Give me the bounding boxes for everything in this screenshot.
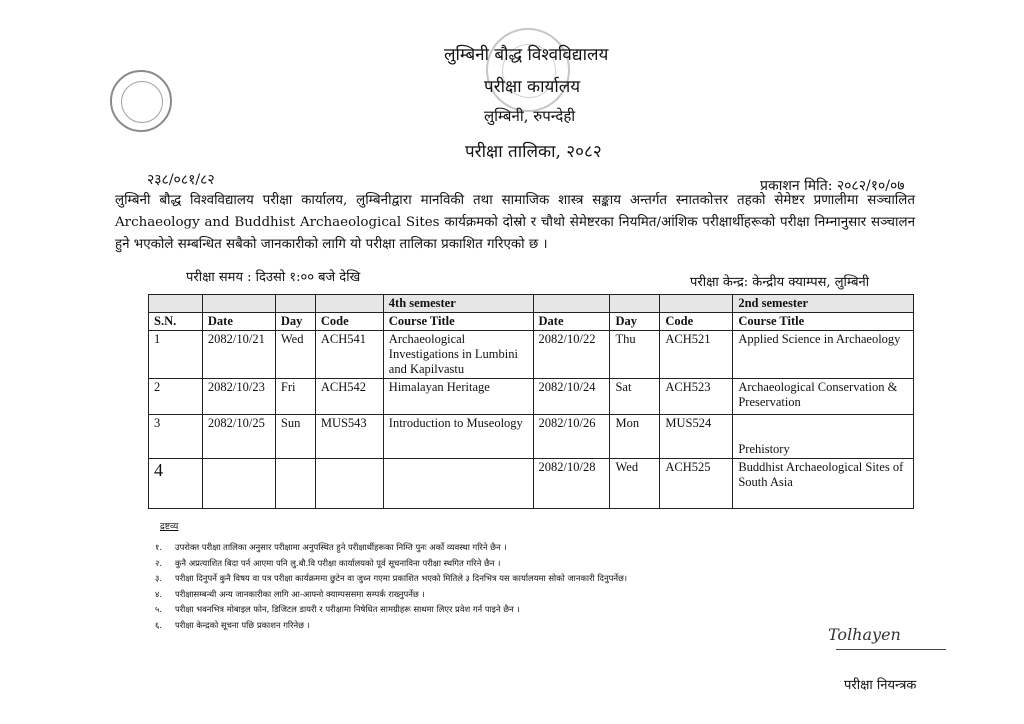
university-seal-icon (110, 70, 172, 132)
col-date-4: Date (202, 313, 275, 331)
semester-header-row (149, 295, 914, 313)
document-title: परीक्षा तालिका, २०८२ (465, 142, 602, 162)
signature-line (836, 649, 946, 650)
col-title-4: Course Title (383, 313, 533, 331)
list-item: २. कुनै अप्रत्याशित बिदा पर्न आएमा पनि लु.बौ.वि परीक्षा कार्यालयको पूर्व सूचनाविना परीक्षा स्थगित गरिने छैन । (155, 557, 501, 568)
office-location: लुम्बिनी, रुपन्देही (484, 107, 576, 125)
list-item: ५. परीक्षा भवनभित्र मोबाइल फोन, डिजिटल डायरी र परीक्षामा निषेधित सामग्रीहरू साथमा लिएर प्रवेश गर्न पाइने छैन । (155, 604, 520, 614)
semester-4-label: 4th semester (383, 295, 533, 313)
notes-list (155, 540, 855, 633)
col-title-2: Course Title (733, 313, 914, 331)
exam-time: परीक्षा समय : दिउसो १:०० बजे देखि (186, 270, 361, 285)
list-item: १. उपरोक्त परीक्षा तालिका अनुसार परीक्षामा अनुपस्थित हुने परीक्षार्थीहरूका निम्ति पुनः अर्को व्यवस्था गरिने छैन । (155, 542, 507, 552)
office-stamp-icon (486, 28, 570, 112)
col-code-2: Code (660, 313, 733, 331)
col-day-4: Day (275, 313, 315, 331)
signature: Tolhayen (828, 625, 901, 644)
list-item: ६. परीक्षा केन्द्रको सूचना पछि प्रकाशन गरिनेछ । (155, 619, 310, 630)
list-item: ३. परीक्षा दिनुपर्ने कुनै विषय वा पत्र परीक्षा कार्यक्रममा छुटेन वा जुध्न गएमा प्रकाशित भएको मितिले ३ दिनभित्र यस कार्यालयमा सोको जानकारी दिनुपर्नेछ। (155, 573, 628, 583)
signatory-title: परीक्षा नियन्त्रक (844, 678, 917, 693)
table-row: 1 2082/10/21 Wed ACH541 Archaeological Investigations in Lumbini and Kapilvastu 2082/10/22 Thu ACH521 Applied Science in Archaeology (149, 331, 914, 379)
office-name: परीक्षा कार्यालय (484, 77, 581, 97)
column-header-row (149, 313, 914, 331)
col-sn: S.N. (149, 313, 203, 331)
intro-paragraph: लुम्बिनी बौद्ध विश्वविद्यालय परीक्षा कार्यालय, लुम्बिनीद्वारा मानविकी तथा सामाजिक शास्त्र सङ्काय अन्तर्गत स्नातकोत्तर तहको सेमेष्टर प्रणालीमा सञ्चालित Archaeology and Buddhist Archaeological Sites कार्यक्रमको दोस्रो र चौथो सेमेष्टरका नियमित/आंशिक परीक्षार्थीहरूको परीक्षा निम्नानुसार सञ्चालन हुने भएकोले सम्बन्धित सबैको जानकारीको लागि यो परीक्षा तालिका प्रकाशित गरिएको छ । (115, 193, 915, 252)
table-row: 4 2082/10/28 Wed ACH525 Buddhist Archaeological Sites of South Asia (149, 459, 914, 509)
reference-number: २३८/०८१/८२ (147, 172, 215, 188)
notes-heading: द्रष्टव्य (160, 522, 179, 532)
table-row: 3 2082/10/25 Sun MUS543 Introduction to Museology 2082/10/26 Mon MUS524 Prehistory (149, 415, 914, 459)
list-item: ४. परीक्षासम्बन्धी अन्य जानकारीका लागि आ-आफ्नो क्याम्पससमा सम्पर्क राख्नुपर्नेछ । (155, 588, 425, 599)
exam-center: परीक्षा केन्द्र: केन्द्रीय क्याम्पस, लुम्बिनी (690, 275, 870, 290)
publish-date: प्रकाशन मिति: २०८२/१०/०७ (760, 178, 905, 194)
col-date-2: Date (533, 313, 610, 331)
col-day-2: Day (610, 313, 660, 331)
university-name: लुम्बिनी बौद्ध विश्वविद्यालय (444, 45, 609, 65)
exam-schedule-table (148, 294, 914, 509)
semester-2-label: 2nd semester (733, 295, 914, 313)
col-code-4: Code (315, 313, 383, 331)
table-row: 2 2082/10/23 Fri ACH542 Himalayan Heritage 2082/10/24 Sat ACH523 Archaeological Conservation & Preservation (149, 379, 914, 415)
